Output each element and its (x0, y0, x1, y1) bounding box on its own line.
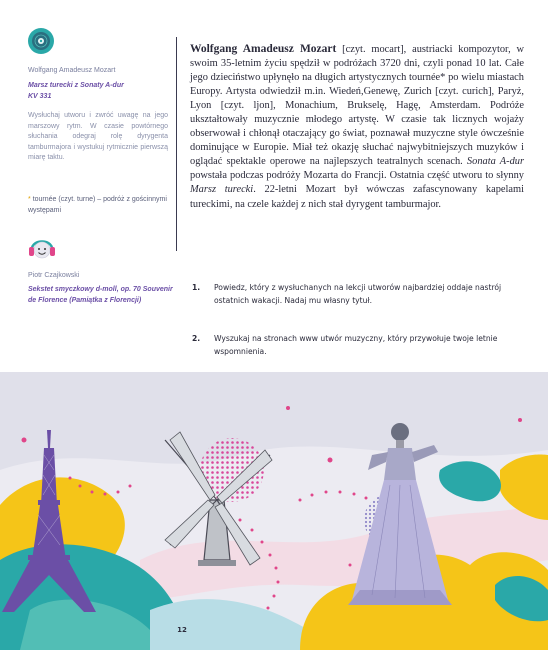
task-number: 2. (192, 334, 201, 343)
main-paragraph (190, 42, 524, 212)
page-number: 12 (177, 626, 187, 634)
headphones-child-icon (28, 233, 56, 263)
task-text: Powiedz, który z wysłuchanych na lekcji utworów najbardziej oddaje nastrój ostatnich wakacji. Nadaj mu własny tytuł. (214, 283, 502, 305)
task-number: 1. (192, 283, 201, 292)
column-divider (176, 37, 177, 251)
sonata-title: Sonata A-dur (466, 156, 524, 168)
footnote-star: * (28, 196, 31, 203)
piece2-author: Piotr Czajkowski (28, 272, 80, 279)
task-text: Wyszukaj na stronach www utwór muzyczny, który przywołuje twoje letnie wspomnienia. (214, 334, 498, 356)
text-part1: [czyt. mocart], austriacki kompozytor, w swoim 35-letnim życiu spędził w podróżach 3720 dni, czyli ponad 10 lat. Całe jego dzieciństwo upłynęło na długich artystycznych tournée* po wielu miastach Europy. Artysta odwiedził m.in. Wiedeń,Genewę, Zurich [czyt. curich], Paryż, Lyon [czyt. ljon], Monachium, Brukselę, Hagę, Amsterdam. Podróże ukształtowały muzycznie młodego artystę. W czasie tak licznych wojaży obserwował i chłonął otaczający go świat, poznawał muzyczne style ówcześnie dominujące w Europie. Miał też okazję słuchać najwybitniejszych muzyków i oglądać spektakle operowe na najlepszych teatralnych scenach. (190, 44, 525, 168)
marsz-title: Marsz turecki (190, 184, 254, 196)
piece1-description: Wysłuchaj utworu i zwróć uwagę na jego marszowy rytm. W czasie powtórnego słuchania odegraj rolę dyrygenta tamburmajora i wystukuj rytmicznie pierwszą miarę taktu. (28, 112, 168, 162)
text-part3: . 22-letni Mozart był wówczas zafascynowany kapelami tureckimi, na czele każdej z nich stał dyrygent tamburmajor. (190, 184, 524, 210)
piece1-title-line1: Marsz turecki z Sonaty A-dur (28, 82, 124, 89)
piece1-author: Wolfgang Amadeusz Mozart (28, 67, 116, 74)
text-part2: powstała podczas podróży Mozarta do Francji. Ostatnia część utworu to słynny (190, 170, 524, 182)
composer-name: Wolfgang Amadeusz Mozart (190, 43, 337, 55)
footnote (28, 195, 173, 216)
cd-disc-icon (28, 28, 54, 54)
piece2-title: Sekstet smyczkowy d-moll, op. 70 Souvenir de Florence (Pamiątka z Florencji) (28, 286, 173, 304)
piece1-title-line2: KV 331 (28, 93, 52, 100)
footnote-text: tournée (czyt. turne) – podróż z gościnnymi występami (28, 196, 167, 214)
piece1-title (28, 80, 168, 102)
